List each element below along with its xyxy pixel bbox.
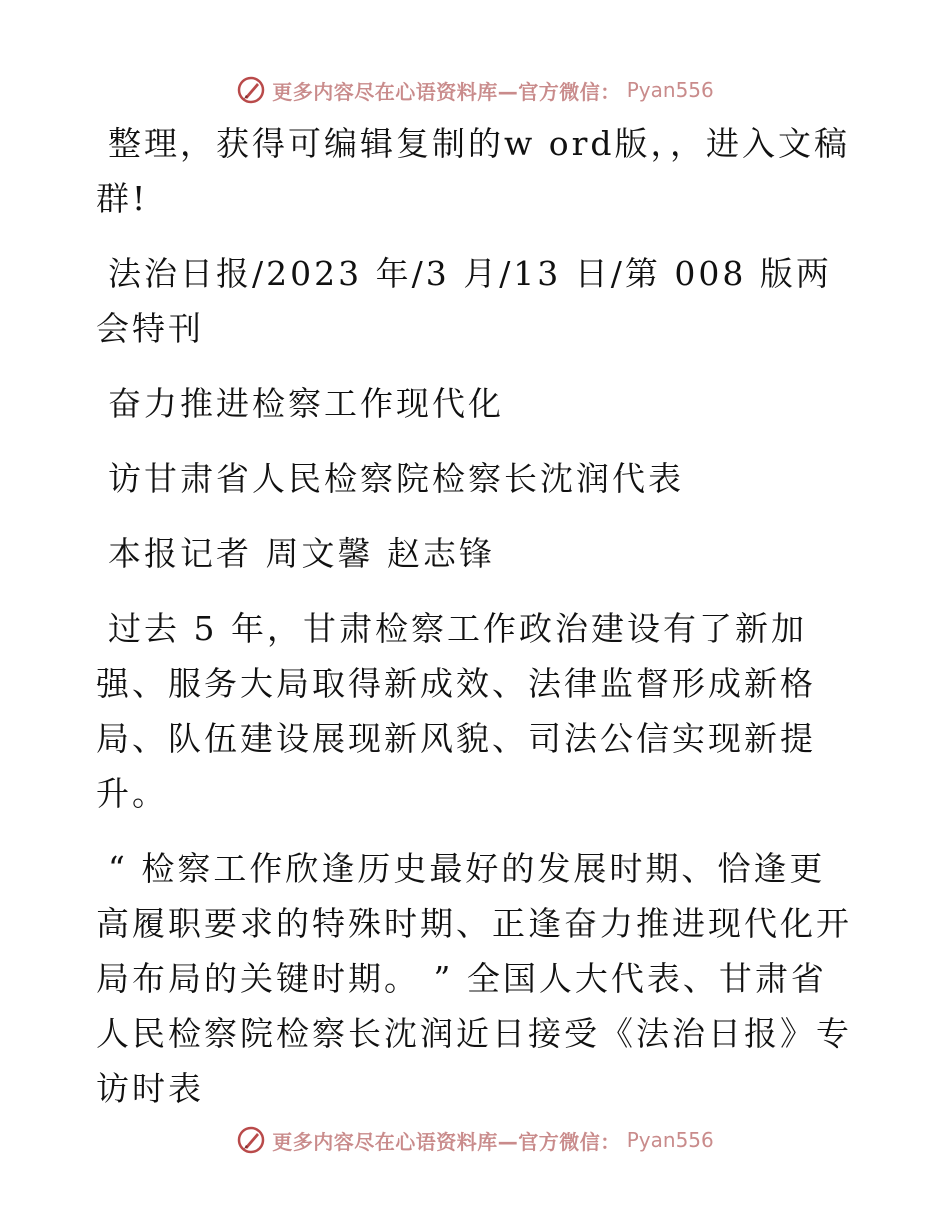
watermark-contact: Pyan556 bbox=[626, 1128, 714, 1152]
body-paragraph: “ 检察工作欣逢历史最好的发展时期、恰逢更高履职要求的特殊时期、正逢奋力推进现代化开局布局的关键时期。 ” 全国人大代表、甘肃省人民检察院检察长沈润近日接受《法治日报》专访时表 bbox=[96, 849, 852, 1108]
watermark-text: 更多内容尽在心语资料库—官方微信： bbox=[272, 1129, 621, 1154]
quill-pen-logo-icon bbox=[236, 1125, 266, 1155]
intro-note: 整理，获得可编辑复制的w ord版，，进入文稿群! bbox=[96, 124, 851, 218]
footer-watermark bbox=[0, 1120, 950, 1160]
quill-pen-logo-icon bbox=[236, 75, 266, 105]
source-line: 法治日报/2023 年/3 月/13 日/第 008 版两会特刊 bbox=[96, 254, 832, 348]
header-watermark bbox=[0, 70, 950, 110]
article-title: 奋力推进检察工作现代化 bbox=[108, 384, 504, 423]
watermark-text: 更多内容尽在心语资料库—官方微信： bbox=[272, 79, 621, 104]
body-paragraph: 过去 5 年，甘肃检察工作政治建设有了新加强、服务大局取得新成效、法律监督形成新格局、队伍建设展现新风貌、司法公信实现新提升。 bbox=[96, 609, 816, 813]
byline: 本报记者 周文馨 赵志锋 bbox=[108, 534, 495, 573]
watermark-contact: Pyan556 bbox=[626, 78, 714, 102]
document-body bbox=[96, 116, 856, 1136]
article-subtitle: 访甘肃省人民检察院检察长沈润代表 bbox=[108, 459, 684, 498]
